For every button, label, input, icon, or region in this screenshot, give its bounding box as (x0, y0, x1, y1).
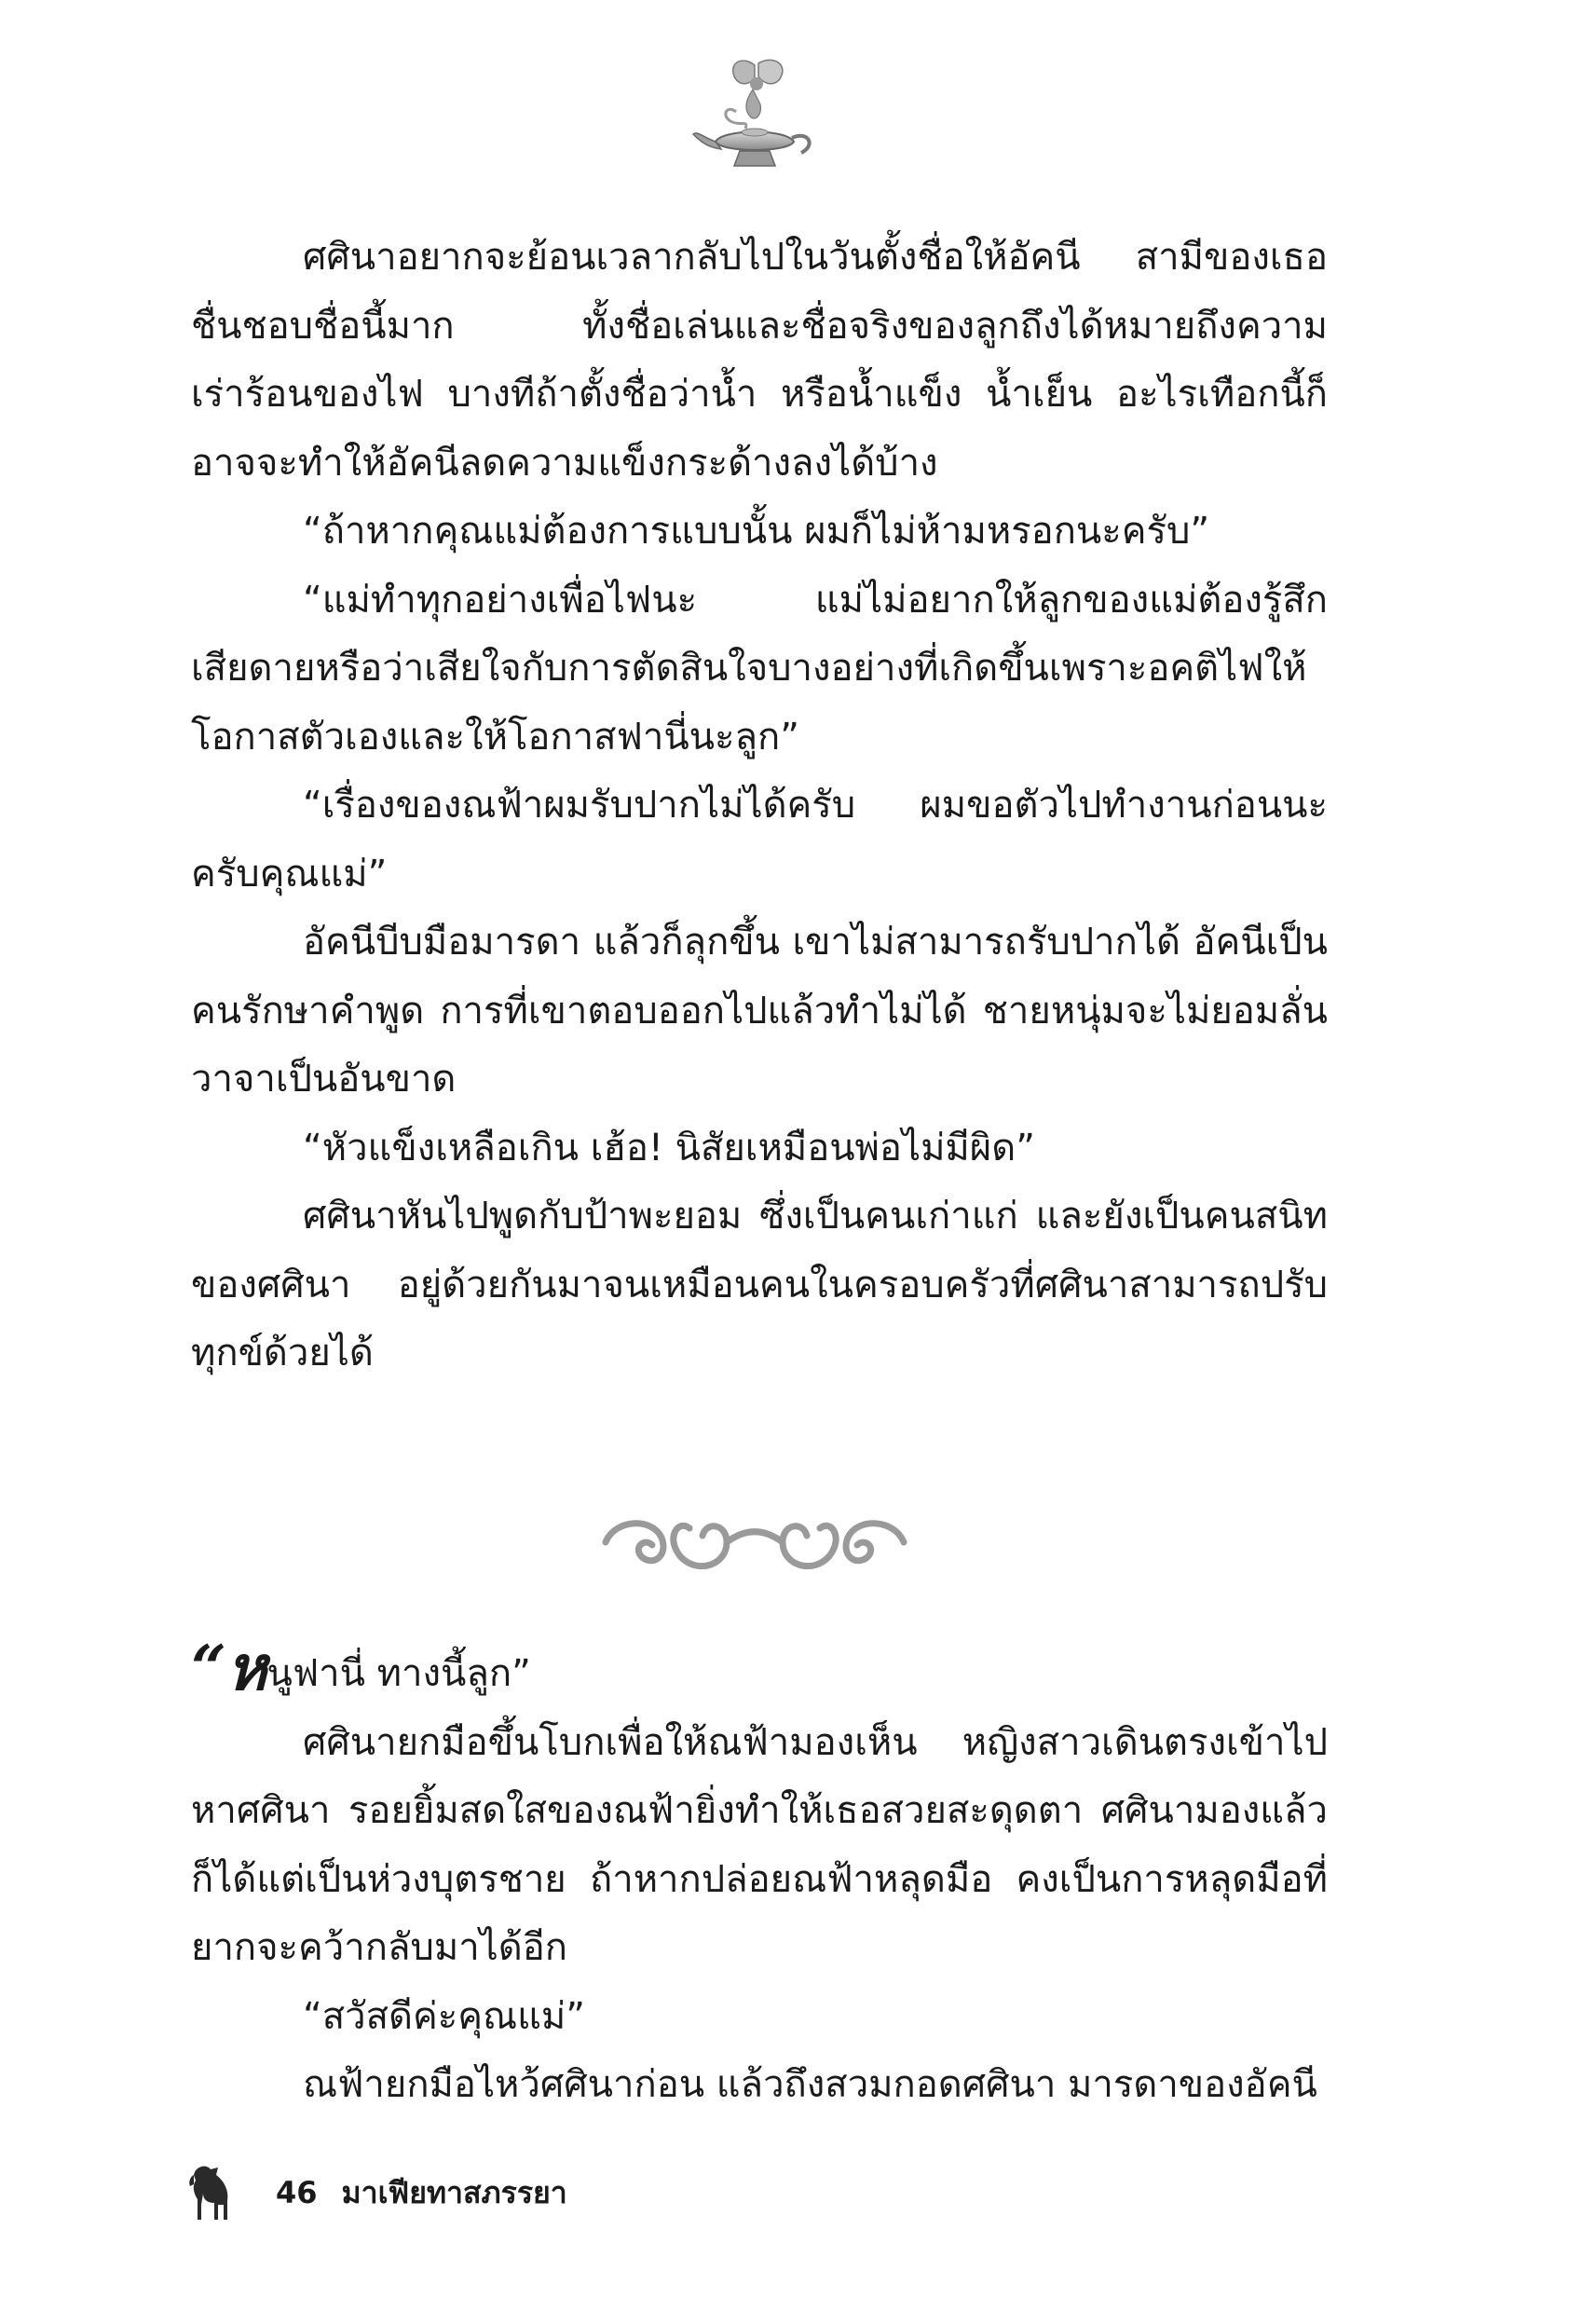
paragraph: อัคนีบีบมือมารดา แล้วก็ลุกขึ้น เขาไม่สามารถรับปากได้ อัคนีเป็นคนรักษาคำพูด การที่เขาตอบออกไปแล้วทำไม่ได้ ชายหนุ่มจะไม่ยอมลั่นวาจาเป็นอันขาด (191, 921, 1328, 1101)
paragraph: ศศินาอยากจะย้อนเวลากลับไปในวันตั้งชื่อให้อัคนี สามีของเธอชื่นชอบชื่อนี้มาก ทั้งชื่อเล่นและชื่อจริงของลูกถึงได้หมายถึงความเร่าร้อนของไฟ บางทีถ้าตั้งชื่อว่าน้ำ หรือน้ำแข็ง น้ำเย็น อะไรเทือกนี้ก็อาจจะทำให้อัคนีลดความแข็งกระด้างลงได้บ้าง (191, 236, 1328, 485)
paragraph: “แม่ทำทุกอย่างเพื่อไฟนะ แม่ไม่อยากให้ลูกของแม่ต้องรู้สึกเสียดายหรือว่าเสียใจกับการตัดสินใจบางอย่างที่เกิดขึ้นเพราะอคติไฟให้โอกาสตัวเองและให้โอกาสฟานี่นะลูก” (191, 578, 1328, 759)
main-text-bottom (191, 1632, 1328, 2120)
horse-icon (186, 2162, 237, 2223)
paragraph: “เรื่องของณฟ้าผมรับปากไม่ได้ครับ ผมขอตัวไปทำงานก่อนนะครับคุณแม่” (191, 784, 1328, 896)
page-number: 46 (276, 2175, 318, 2210)
paragraph: “หัวแข็งเหลือเกิน เฮ้อ! นิสัยเหมือนพ่อไม่มีผิด” (303, 1126, 1035, 1169)
paragraph: “ถ้าหากคุณแม่ต้องการแบบนั้น ผมก็ไม่ห้ามหรอกนะครับ” (303, 510, 1210, 553)
paragraph: ณฟ้ายกมือไหว้ศศินาก่อน แล้วถึงสวมกอดศศินา มารดาของอัคนี (303, 2063, 1317, 2106)
page-footer (186, 2160, 567, 2225)
paragraph: ศศินาหันไปพูดกับป้าพะยอม ซึ่งเป็นคนเก่าแก่ และยังเป็นคนสนิทของศศินา อยู่ด้วยกันมาจนเหมือนคนในครอบครัวที่ศศินาสามารถปรับทุกข์ด้วยได้ (191, 1195, 1328, 1374)
opening-line (191, 1632, 1328, 1709)
drop-cap: “ห (191, 1632, 267, 1704)
scroll-divider-icon (596, 1500, 913, 1584)
paragraph: “สวัสดีค่ะคุณแม่” (303, 1994, 585, 2038)
book-title: มาเฟียทาสภรรยา (341, 2174, 567, 2210)
main-text-top (191, 224, 1328, 1388)
opening-line-text: นูฟานี่ ทางนี้ลูก” (266, 1652, 531, 1695)
lamp-fairy-icon (689, 56, 820, 172)
paragraph: ศศินายกมือขึ้นโบกเพื่อให้ณฟ้ามองเห็น หญิงสาวเดินตรงเข้าไปหาศศินา รอยยิ้มสดใสของณฟ้ายิ่งทำให้เธอสวยสะดุดตา ศศินามองแล้วก็ได้แต่เป็นห่วงบุตรชาย ถ้าหากปล่อยณฟ้าหลุดมือ คงเป็นการหลุดมือที่ยากจะคว้ากลับมาได้อีก (191, 1720, 1328, 1969)
